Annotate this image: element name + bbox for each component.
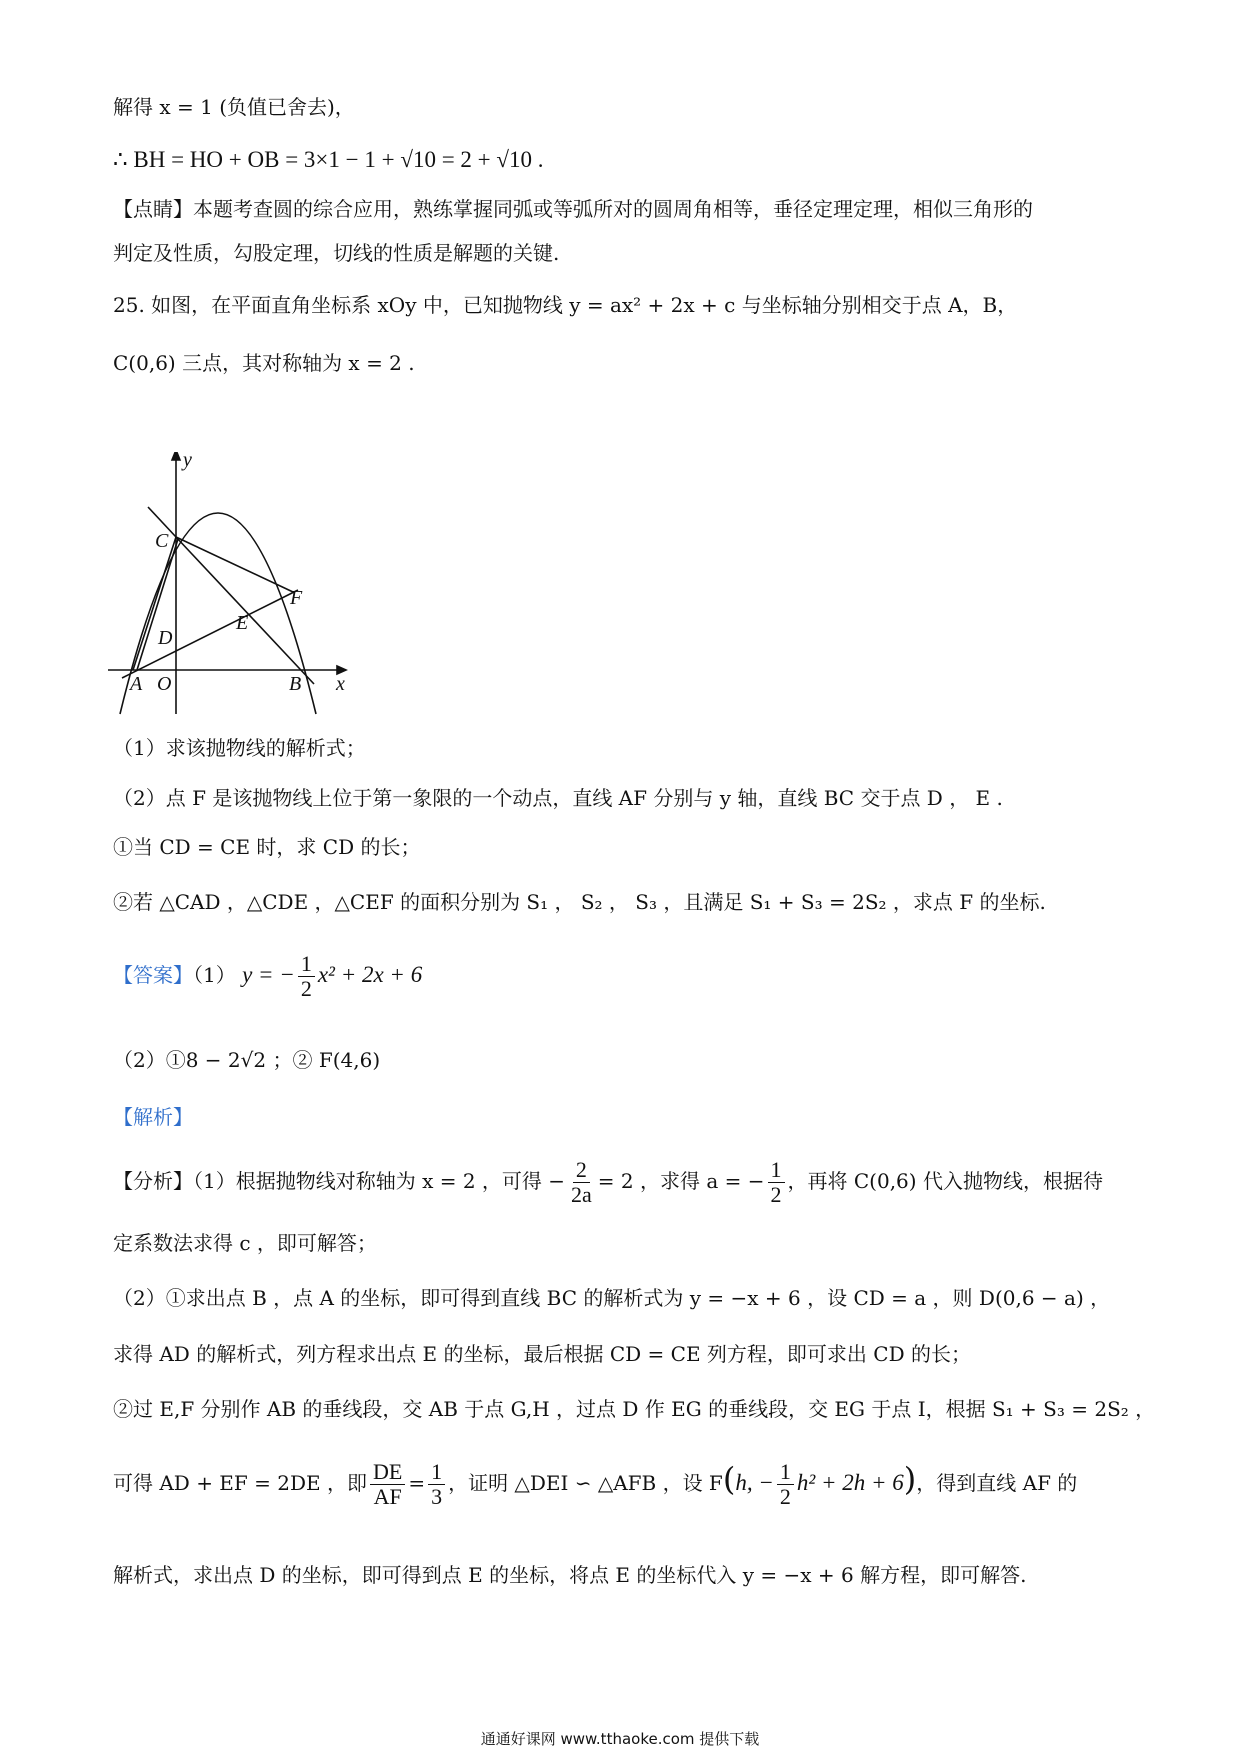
analysis-frac-1-den: 2a <box>571 1182 592 1207</box>
analysis-tag: 【分析】 <box>113 1169 193 1193</box>
y-axis-arrow <box>172 452 180 460</box>
label-C: C <box>155 530 169 552</box>
analysis5-frac-3 <box>777 1460 794 1509</box>
analysis-frac-1 <box>568 1158 595 1207</box>
analysis-line-2: 定系数法求得 c ，即可解答； <box>113 1231 377 1255</box>
label-A: A <box>130 673 143 695</box>
parabola-curve <box>120 513 316 714</box>
analysis5-frac-2-den: 3 <box>431 1484 443 1509</box>
analysis-p2: = 2 ，求得 a = − <box>597 1169 765 1193</box>
answer-line-1 <box>113 952 422 1001</box>
problem-25-stem-1: 25. 如图，在平面直角坐标系 xOy 中，已知抛物线 y = ax² + 2x + c 与坐标轴分别相交于点 A，B， <box>113 293 1018 317</box>
line-CB <box>176 537 314 684</box>
label-y: y <box>183 452 192 471</box>
question-2-part-2: ②若 △CAD ，△CDE ，△CEF 的面积分别为 S₁ ， S₂ ， S₃ ，且满足 S₁ + S₃ = 2S₂ ，求点 F 的坐标. <box>113 890 1046 914</box>
analysis5-paren-close: ) <box>903 1460 917 1498</box>
answer-eq-end: x² + 2x + 6 <box>317 962 423 987</box>
label-x: x <box>336 673 345 695</box>
analysis-line-4: 求得 AD 的解析式，列方程求出点 E 的坐标，最后根据 CD = CE 列方程，即可求出 CD 的长； <box>113 1342 971 1366</box>
answer-frac-num: 1 <box>298 952 315 977</box>
analysis-line-3: （2）①求出点 B ，点 A 的坐标，即可得到直线 BC 的解析式为 y = −x + 6 ，设 CD = a ，则 D(0,6 − a) ， <box>113 1286 1111 1310</box>
analysis5-p3: ，证明 △DEI ∽ △AFB ，设 F <box>448 1471 723 1495</box>
label-O: O <box>157 673 172 695</box>
comment-line-1: 【点睛】本题考查圆的综合应用，熟练掌握同弧或等弧所对的圆周角相等，垂径定理定理，相似三角形的 <box>113 197 1033 221</box>
line-AC <box>133 537 176 670</box>
answer-prefix: （1） <box>193 963 236 987</box>
answer-frac-den: 2 <box>300 976 312 1001</box>
parabola-figure <box>108 452 408 722</box>
question-2: （2）点 F 是该抛物线上位于第一象限的一个动点，直线 AF 分别与 y 轴，直线 BC 交于点 D ， E . <box>113 786 1003 810</box>
analysis-line-7: 解析式，求出点 D 的坐标，即可得到点 E 的坐标，将点 E 的坐标代入 y = −x + 6 解方程，即可解答. <box>113 1563 1027 1587</box>
page-footer: 通通好课网 www.tthaoke.com 提供下载 <box>480 1730 760 1748</box>
analysis-line-6 <box>113 1460 1077 1509</box>
analysis5-p1: 可得 AD + EF = 2DE ，即 <box>113 1471 367 1495</box>
jiexi-tag: 【解析】 <box>113 1105 193 1129</box>
answer-eq-start: y = − <box>242 962 295 987</box>
line-CF <box>176 537 293 592</box>
label-D: D <box>158 627 173 649</box>
answer-fraction <box>298 952 315 1001</box>
analysis5-frac-1-den: AF <box>373 1484 402 1509</box>
analysis5-frac-2-num: 1 <box>428 1460 445 1485</box>
label-E: E <box>236 612 249 634</box>
problem-25-stem-2: C(0,6) 三点，其对称轴为 x = 2 . <box>113 351 415 375</box>
analysis5-frac-2 <box>428 1460 445 1509</box>
question-1: （1）求该抛物线的解析式； <box>113 736 366 760</box>
analysis5-p4: h, − <box>735 1470 774 1495</box>
analysis-frac-2-num: 1 <box>768 1158 785 1183</box>
analysis-frac-2 <box>768 1158 785 1207</box>
analysis-p3: ，再将 C(0,6) 代入抛物线，根据待 <box>787 1169 1103 1193</box>
analysis-p1: （1）根据抛物线对称轴为 x = 2 ，可得 − <box>193 1169 566 1193</box>
solution-line-1: 解得 x = 1 (负值已舍去)， <box>113 95 355 119</box>
solution-line-2: ∴ BH = HO + OB = 3×1 − 1 + √10 = 2 + √10 . <box>113 147 544 172</box>
label-B: B <box>289 673 302 695</box>
comment-line-2: 判定及性质，勾股定理，切线的性质是解题的关键. <box>113 241 560 265</box>
analysis5-p5: h² + 2h + 6 <box>796 1470 904 1495</box>
label-F: F <box>290 587 303 609</box>
analysis-line-1 <box>113 1158 1103 1207</box>
analysis5-frac-3-num: 1 <box>777 1460 794 1485</box>
answer-tag: 【答案】 <box>113 963 193 987</box>
analysis5-p2: = <box>408 1471 426 1495</box>
analysis-line-5: ②过 E,F 分别作 AB 的垂线段，交 AB 于点 G,H ，过点 D 作 EG 的垂线段，交 EG 于点 I，根据 S₁ + S₃ = 2S₂ ， <box>113 1397 1156 1421</box>
line-AC-inner <box>137 539 178 670</box>
analysis5-frac-1-num: DE <box>370 1460 405 1485</box>
answer-line-2: （2）①8 − 2√2 ；② F(4,6) <box>113 1048 381 1072</box>
analysis5-frac-1 <box>370 1460 405 1509</box>
question-2-part-1: ①当 CD = CE 时，求 CD 的长； <box>113 835 421 859</box>
analysis5-frac-3-den: 2 <box>779 1484 791 1509</box>
analysis-frac-2-den: 2 <box>770 1182 782 1207</box>
analysis5-paren-open: ( <box>722 1460 736 1498</box>
analysis-frac-1-num: 2 <box>573 1158 590 1183</box>
analysis5-p6: ，得到直线 AF 的 <box>916 1471 1078 1495</box>
